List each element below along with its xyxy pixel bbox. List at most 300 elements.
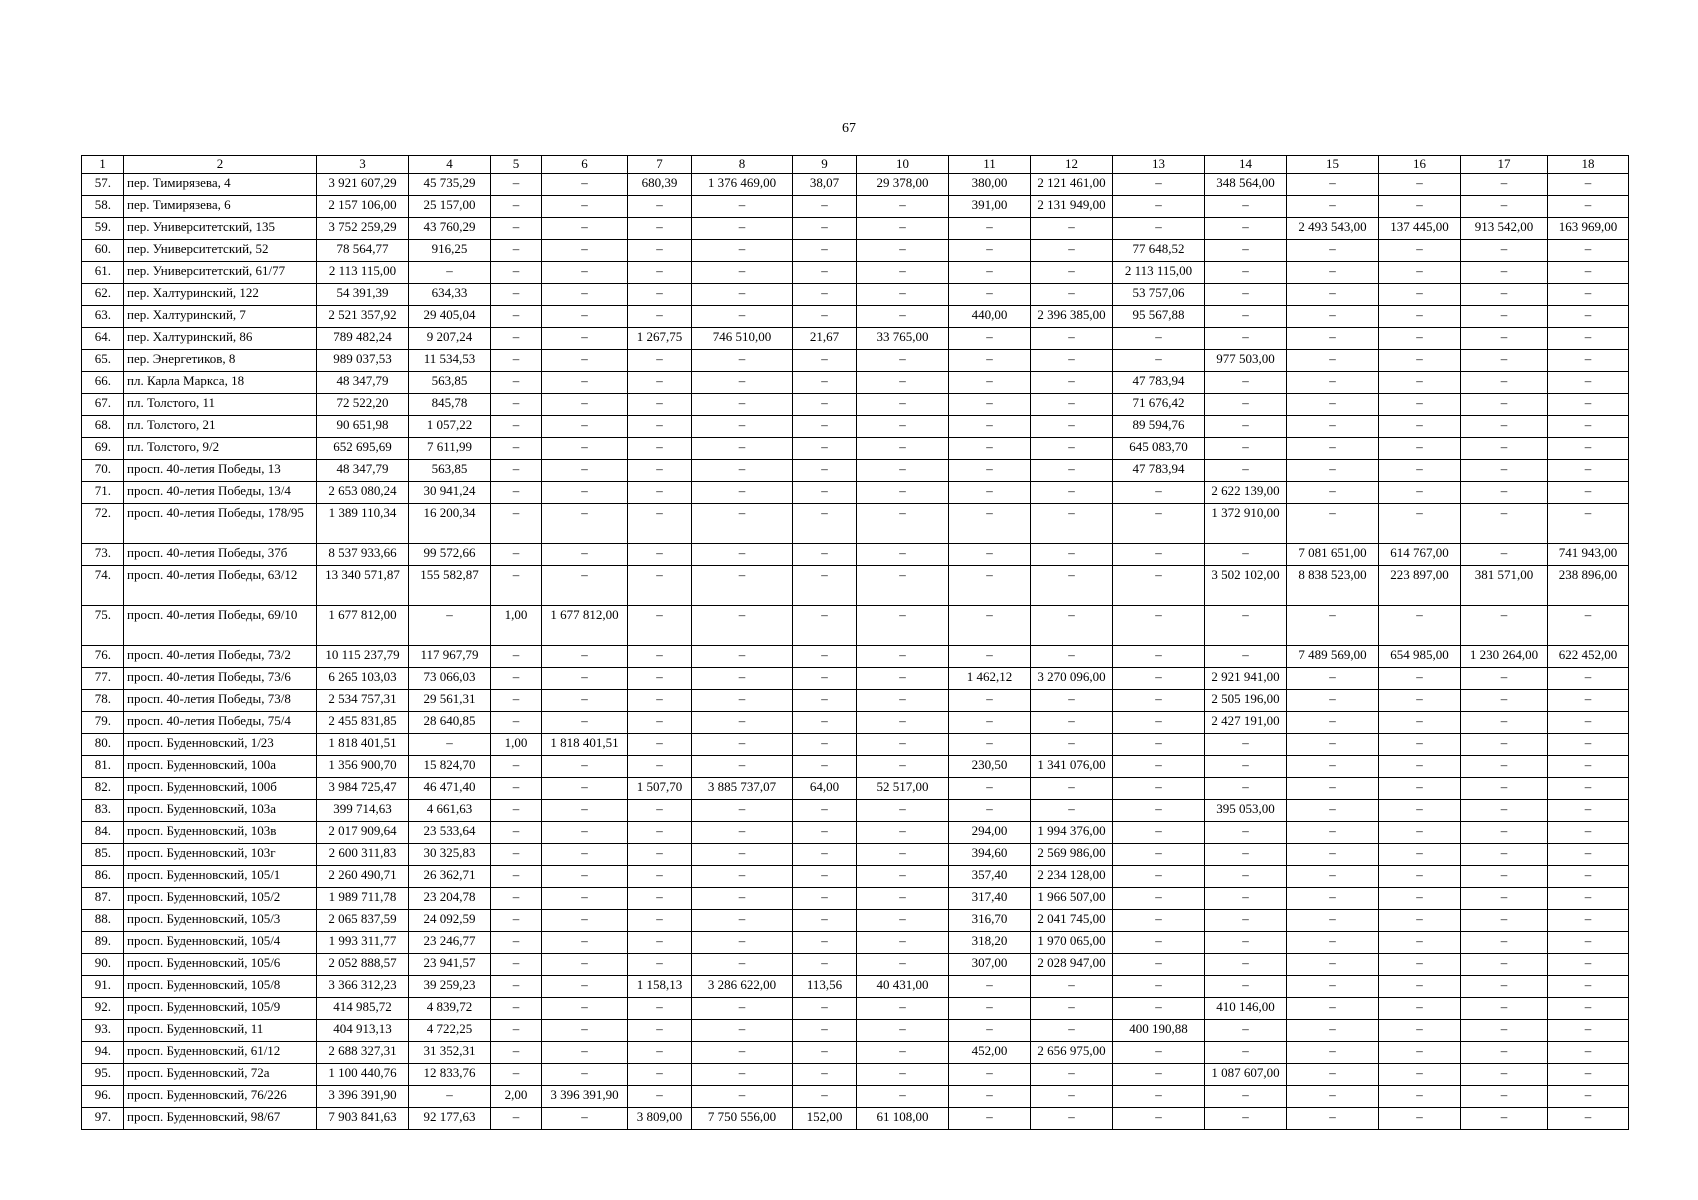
value-cell: – [1287, 1064, 1379, 1086]
value-cell: 2 121 461,00 [1031, 174, 1113, 196]
value-cell: – [1113, 932, 1205, 954]
value-cell: – [1031, 1020, 1113, 1042]
value-cell: – [857, 1086, 949, 1108]
table-row [82, 998, 1629, 1020]
row-number: 61. [82, 262, 124, 284]
value-cell: – [1287, 240, 1379, 262]
value-cell: – [1379, 416, 1461, 438]
value-cell: – [1548, 800, 1629, 822]
value-cell: – [1287, 460, 1379, 482]
value-cell: – [1461, 866, 1548, 888]
value-cell: 2 065 837,59 [317, 910, 409, 932]
value-cell: 2 052 888,57 [317, 954, 409, 976]
value-cell: – [1548, 460, 1629, 482]
value-cell: – [692, 756, 793, 778]
value-cell: 230,50 [949, 756, 1031, 778]
value-cell: – [949, 1108, 1031, 1130]
value-cell: – [692, 482, 793, 504]
value-cell: – [1548, 888, 1629, 910]
value-cell: – [491, 482, 542, 504]
value-cell: 43 760,29 [409, 218, 491, 240]
value-cell: – [857, 306, 949, 328]
row-number: 69. [82, 438, 124, 460]
value-cell: – [628, 910, 692, 932]
value-cell: – [793, 438, 857, 460]
value-cell: 3 366 312,23 [317, 976, 409, 998]
value-cell: – [692, 460, 793, 482]
value-cell: 741 943,00 [1548, 544, 1629, 566]
value-cell: – [793, 1042, 857, 1064]
value-cell: – [1205, 372, 1287, 394]
value-cell: 92 177,63 [409, 1108, 491, 1130]
value-cell: – [1461, 976, 1548, 998]
value-cell: – [542, 756, 628, 778]
value-cell: – [692, 394, 793, 416]
value-cell: – [949, 262, 1031, 284]
table-row [82, 668, 1629, 690]
value-cell: – [491, 174, 542, 196]
value-cell: – [491, 800, 542, 822]
value-cell: – [692, 932, 793, 954]
value-cell: – [793, 196, 857, 218]
value-cell: – [628, 438, 692, 460]
row-number: 76. [82, 646, 124, 668]
value-cell: – [628, 1042, 692, 1064]
value-cell: – [692, 218, 793, 240]
value-cell: – [1287, 174, 1379, 196]
row-number: 63. [82, 306, 124, 328]
value-cell: – [491, 350, 542, 372]
value-cell: – [1379, 778, 1461, 800]
value-cell: – [1031, 1108, 1113, 1130]
row-number: 73. [82, 544, 124, 566]
value-cell: – [1287, 482, 1379, 504]
value-cell: – [1287, 394, 1379, 416]
value-cell: 53 757,06 [1113, 284, 1205, 306]
value-cell: – [1379, 606, 1461, 646]
value-cell: – [1205, 328, 1287, 350]
row-number: 93. [82, 1020, 124, 1042]
table-row [82, 1086, 1629, 1108]
value-cell: 391,00 [949, 196, 1031, 218]
value-cell: – [542, 932, 628, 954]
address-cell: пл. Карла Маркса, 18 [124, 372, 317, 394]
value-cell: 8 838 523,00 [1287, 566, 1379, 606]
value-cell: – [857, 734, 949, 756]
row-number: 95. [82, 1064, 124, 1086]
value-cell: – [1461, 1108, 1548, 1130]
value-cell: 2 113 115,00 [317, 262, 409, 284]
value-cell: – [1205, 1020, 1287, 1042]
value-cell: – [857, 800, 949, 822]
value-cell: – [793, 668, 857, 690]
value-cell: – [1461, 460, 1548, 482]
value-cell: – [1548, 1020, 1629, 1042]
column-header: 15 [1287, 156, 1379, 174]
value-cell: – [1379, 460, 1461, 482]
row-number: 60. [82, 240, 124, 262]
value-cell: 1 230 264,00 [1461, 646, 1548, 668]
value-cell: – [1205, 262, 1287, 284]
value-cell: – [1113, 646, 1205, 668]
value-cell: – [1287, 866, 1379, 888]
value-cell: – [793, 1020, 857, 1042]
value-cell: – [491, 1042, 542, 1064]
value-cell: – [491, 822, 542, 844]
value-cell: – [628, 306, 692, 328]
row-number: 68. [82, 416, 124, 438]
value-cell: – [793, 284, 857, 306]
value-cell: 2 028 947,00 [1031, 954, 1113, 976]
value-cell: 15 824,70 [409, 756, 491, 778]
value-cell: – [491, 460, 542, 482]
value-cell: – [1287, 350, 1379, 372]
value-cell: – [1548, 976, 1629, 998]
value-cell: 1 677 812,00 [542, 606, 628, 646]
value-cell: 21,67 [793, 328, 857, 350]
value-cell: – [491, 328, 542, 350]
value-cell: 1 389 110,34 [317, 504, 409, 544]
table-row [82, 888, 1629, 910]
value-cell: – [692, 822, 793, 844]
value-cell: – [1548, 734, 1629, 756]
value-cell: – [1548, 668, 1629, 690]
value-cell: 11 534,53 [409, 350, 491, 372]
value-cell: – [542, 460, 628, 482]
value-cell: – [793, 690, 857, 712]
value-cell: – [1287, 998, 1379, 1020]
value-cell: – [409, 262, 491, 284]
value-cell: – [1379, 438, 1461, 460]
value-cell: – [692, 1042, 793, 1064]
value-cell: – [1461, 756, 1548, 778]
table-row [82, 328, 1629, 350]
address-cell: просп. Буденновский, 11 [124, 1020, 317, 1042]
value-cell: 223 897,00 [1379, 566, 1461, 606]
value-cell: – [949, 350, 1031, 372]
value-cell: – [1548, 284, 1629, 306]
value-cell: – [1113, 606, 1205, 646]
value-cell: 1 100 440,76 [317, 1064, 409, 1086]
value-cell: – [1031, 284, 1113, 306]
row-number: 90. [82, 954, 124, 976]
value-cell: 318,20 [949, 932, 1031, 954]
value-cell: – [628, 712, 692, 734]
value-cell: 64,00 [793, 778, 857, 800]
value-cell: – [491, 646, 542, 668]
value-cell: 3 984 725,47 [317, 778, 409, 800]
value-cell: – [1461, 394, 1548, 416]
value-cell: – [793, 504, 857, 544]
value-cell: – [628, 504, 692, 544]
value-cell: – [491, 888, 542, 910]
column-header: 17 [1461, 156, 1548, 174]
address-cell: просп. Буденновский, 103а [124, 800, 317, 822]
value-cell: 4 839,72 [409, 998, 491, 1020]
value-cell: 1 462,12 [949, 668, 1031, 690]
value-cell: – [1031, 394, 1113, 416]
table-row [82, 350, 1629, 372]
header-row [82, 156, 1629, 174]
value-cell: 89 594,76 [1113, 416, 1205, 438]
value-cell: 2 131 949,00 [1031, 196, 1113, 218]
value-cell: – [857, 866, 949, 888]
value-cell: – [1113, 482, 1205, 504]
row-number: 83. [82, 800, 124, 822]
value-cell: – [628, 734, 692, 756]
column-header: 14 [1205, 156, 1287, 174]
value-cell: – [793, 262, 857, 284]
value-cell: – [491, 262, 542, 284]
value-cell: 31 352,31 [409, 1042, 491, 1064]
value-cell: 90 651,98 [317, 416, 409, 438]
table-row [82, 822, 1629, 844]
value-cell: 137 445,00 [1379, 218, 1461, 240]
value-cell: – [692, 240, 793, 262]
value-cell: – [949, 1064, 1031, 1086]
table-row [82, 284, 1629, 306]
value-cell: – [491, 998, 542, 1020]
value-cell: 1 057,22 [409, 416, 491, 438]
row-number: 75. [82, 606, 124, 646]
value-cell: – [1461, 734, 1548, 756]
row-number: 78. [82, 690, 124, 712]
value-cell: 622 452,00 [1548, 646, 1629, 668]
value-cell: – [1287, 734, 1379, 756]
value-cell: – [857, 460, 949, 482]
value-cell: – [628, 646, 692, 668]
value-cell: – [1461, 328, 1548, 350]
value-cell: – [1031, 372, 1113, 394]
value-cell: – [1205, 778, 1287, 800]
value-cell: – [692, 998, 793, 1020]
value-cell: – [1461, 174, 1548, 196]
value-cell: – [491, 284, 542, 306]
value-cell: – [1205, 306, 1287, 328]
value-cell: – [1113, 976, 1205, 998]
value-cell: – [491, 932, 542, 954]
value-cell: – [1205, 1108, 1287, 1130]
value-cell: – [1379, 998, 1461, 1020]
value-cell: – [793, 822, 857, 844]
value-cell: – [692, 844, 793, 866]
address-cell: пл. Толстого, 21 [124, 416, 317, 438]
value-cell: – [857, 284, 949, 306]
value-cell: 48 347,79 [317, 460, 409, 482]
table-row [82, 844, 1629, 866]
value-cell: 1,00 [491, 734, 542, 756]
column-header: 3 [317, 156, 409, 174]
value-cell: – [1548, 866, 1629, 888]
value-cell: – [1461, 350, 1548, 372]
value-cell: – [628, 998, 692, 1020]
value-cell: – [1113, 954, 1205, 976]
value-cell: – [1379, 1042, 1461, 1064]
value-cell: – [542, 668, 628, 690]
value-cell: – [542, 306, 628, 328]
value-cell: – [949, 976, 1031, 998]
column-header: 16 [1379, 156, 1461, 174]
value-cell: – [1461, 416, 1548, 438]
value-cell: – [1287, 822, 1379, 844]
row-number: 57. [82, 174, 124, 196]
value-cell: – [628, 416, 692, 438]
value-cell: – [1113, 1064, 1205, 1086]
value-cell: – [1113, 778, 1205, 800]
value-cell: – [542, 1108, 628, 1130]
value-cell: 913 542,00 [1461, 218, 1548, 240]
row-number: 72. [82, 504, 124, 544]
value-cell: – [491, 240, 542, 262]
value-cell: – [628, 954, 692, 976]
value-cell: 8 537 933,66 [317, 544, 409, 566]
value-cell: – [857, 196, 949, 218]
value-cell: – [949, 372, 1031, 394]
value-cell: 39 259,23 [409, 976, 491, 998]
value-cell: – [1379, 976, 1461, 998]
value-cell: – [1461, 504, 1548, 544]
address-cell: пер. Халтуринский, 7 [124, 306, 317, 328]
value-cell: – [1548, 1064, 1629, 1086]
value-cell: – [1379, 328, 1461, 350]
value-cell: – [1113, 218, 1205, 240]
row-number: 71. [82, 482, 124, 504]
row-number: 58. [82, 196, 124, 218]
value-cell: – [949, 394, 1031, 416]
address-cell: пер. Университетский, 52 [124, 240, 317, 262]
value-cell: – [1205, 866, 1287, 888]
column-header: 4 [409, 156, 491, 174]
row-number: 66. [82, 372, 124, 394]
value-cell: – [542, 910, 628, 932]
value-cell: – [1287, 1086, 1379, 1108]
value-cell: – [1205, 822, 1287, 844]
value-cell: – [857, 566, 949, 606]
value-cell: – [793, 544, 857, 566]
value-cell: – [1379, 734, 1461, 756]
row-number: 70. [82, 460, 124, 482]
value-cell: – [857, 416, 949, 438]
value-cell: 10 115 237,79 [317, 646, 409, 668]
value-cell: 38,07 [793, 174, 857, 196]
value-cell: – [542, 544, 628, 566]
value-cell: – [692, 196, 793, 218]
row-number: 77. [82, 668, 124, 690]
value-cell: 3 921 607,29 [317, 174, 409, 196]
value-cell: 789 482,24 [317, 328, 409, 350]
value-cell: – [1113, 196, 1205, 218]
value-cell: – [1287, 416, 1379, 438]
value-cell: 563,85 [409, 460, 491, 482]
value-cell: – [409, 734, 491, 756]
value-cell: – [1031, 566, 1113, 606]
value-cell: 746 510,00 [692, 328, 793, 350]
value-cell: – [542, 218, 628, 240]
table-row [82, 372, 1629, 394]
value-cell: – [949, 998, 1031, 1020]
column-header: 18 [1548, 156, 1629, 174]
value-cell: – [793, 712, 857, 734]
value-cell: 348 564,00 [1205, 174, 1287, 196]
value-cell: – [1461, 932, 1548, 954]
column-header: 5 [491, 156, 542, 174]
value-cell: – [793, 888, 857, 910]
data-table [81, 155, 1629, 1130]
column-header: 6 [542, 156, 628, 174]
row-number: 79. [82, 712, 124, 734]
value-cell: 680,39 [628, 174, 692, 196]
value-cell: 4 661,63 [409, 800, 491, 822]
value-cell: – [692, 504, 793, 544]
table-row [82, 712, 1629, 734]
value-cell: – [1113, 1086, 1205, 1108]
value-cell: – [1031, 690, 1113, 712]
value-cell: – [949, 606, 1031, 646]
address-cell: пл. Толстого, 11 [124, 394, 317, 416]
address-cell: просп. 40-летия Победы, 73/8 [124, 690, 317, 712]
value-cell: – [491, 438, 542, 460]
value-cell: – [857, 756, 949, 778]
value-cell: 916,25 [409, 240, 491, 262]
value-cell: – [1461, 544, 1548, 566]
address-cell: просп. 40-летия Победы, 37б [124, 544, 317, 566]
value-cell: 1 818 401,51 [542, 734, 628, 756]
value-cell: – [1205, 888, 1287, 910]
table-row [82, 262, 1629, 284]
value-cell: – [949, 482, 1031, 504]
value-cell: 1 970 065,00 [1031, 932, 1113, 954]
value-cell: – [628, 240, 692, 262]
value-cell: – [491, 1108, 542, 1130]
value-cell: 152,00 [793, 1108, 857, 1130]
value-cell: – [949, 504, 1031, 544]
value-cell: 25 157,00 [409, 196, 491, 218]
table-row [82, 976, 1629, 998]
value-cell: – [1379, 196, 1461, 218]
value-cell: – [793, 954, 857, 976]
value-cell: – [1287, 196, 1379, 218]
value-cell: – [1379, 800, 1461, 822]
table-row [82, 734, 1629, 756]
value-cell: – [1548, 822, 1629, 844]
table-row [82, 482, 1629, 504]
value-cell: – [1548, 690, 1629, 712]
value-cell: – [542, 1064, 628, 1086]
value-cell: – [692, 690, 793, 712]
value-cell: – [857, 438, 949, 460]
value-cell: – [1287, 328, 1379, 350]
value-cell: – [1461, 262, 1548, 284]
table-row [82, 240, 1629, 262]
value-cell: – [628, 262, 692, 284]
value-cell: – [1031, 712, 1113, 734]
value-cell: – [1548, 438, 1629, 460]
value-cell: – [1287, 844, 1379, 866]
address-cell: просп. Буденновский, 72а [124, 1064, 317, 1086]
value-cell: – [949, 712, 1031, 734]
value-cell: 155 582,87 [409, 566, 491, 606]
value-cell: – [1031, 1064, 1113, 1086]
value-cell: – [793, 866, 857, 888]
value-cell: – [628, 284, 692, 306]
value-cell: – [692, 800, 793, 822]
value-cell: 563,85 [409, 372, 491, 394]
value-cell: 1 376 469,00 [692, 174, 793, 196]
value-cell: – [1113, 504, 1205, 544]
value-cell: – [1379, 1108, 1461, 1130]
value-cell: – [793, 998, 857, 1020]
value-cell: – [1287, 690, 1379, 712]
